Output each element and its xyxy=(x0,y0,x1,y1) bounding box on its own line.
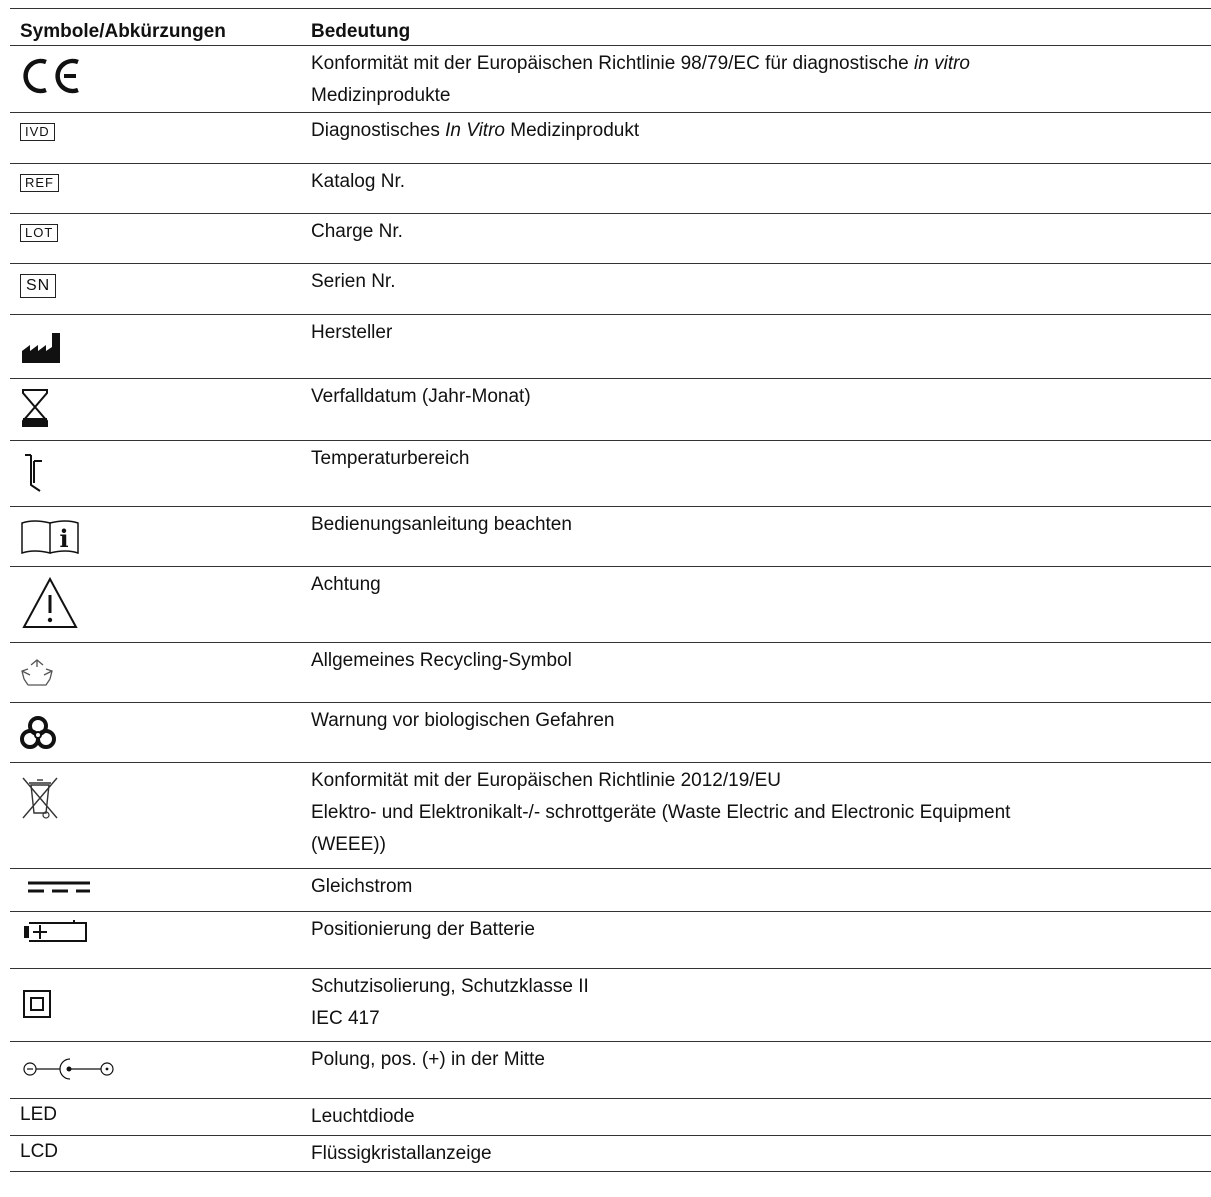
meaning-line: Konformität mit der Europäischen Richtlinie 98/79/EC für diagnostische in vitro xyxy=(311,53,970,74)
meaning-line: Allgemeines Recycling-Symbol xyxy=(311,650,572,671)
table-row xyxy=(10,869,1211,912)
table-header-row xyxy=(10,9,1211,46)
abbreviation-led: LED xyxy=(20,1104,57,1125)
meaning-line: Gleichstrom xyxy=(311,876,413,897)
meaning-line: Flüssigkristallanzeige xyxy=(311,1143,492,1164)
meaning-cell xyxy=(305,763,1211,869)
table-row xyxy=(10,1136,1211,1172)
ce-icon xyxy=(20,56,90,96)
sn-icon: SN xyxy=(20,274,56,298)
table-row xyxy=(10,969,1211,1042)
polarity-icon xyxy=(20,1054,130,1084)
table-row xyxy=(10,763,1211,869)
table-row xyxy=(10,1099,1211,1136)
manufacturer-icon xyxy=(20,327,64,367)
table-row xyxy=(10,1042,1211,1099)
symbol-cell xyxy=(10,46,305,113)
recycling-icon xyxy=(20,657,54,691)
meaning-line: Konformität mit der Europäischen Richtlinie 2012/19/EU xyxy=(311,770,781,791)
table-row xyxy=(10,507,1211,567)
meaning-cell xyxy=(305,969,1211,1042)
meaning-line: Polung, pos. (+) in der Mitte xyxy=(311,1049,545,1070)
instructions-icon xyxy=(20,519,82,555)
meaning-line: Temperaturbereich xyxy=(311,448,470,469)
meaning-line: Achtung xyxy=(311,574,381,595)
header-meaning: Bedeutung xyxy=(305,9,1211,46)
lot-icon: LOT xyxy=(20,224,58,242)
table-row xyxy=(10,315,1211,379)
table-row xyxy=(10,214,1211,264)
double-insulation-icon xyxy=(20,987,54,1021)
table-row xyxy=(10,379,1211,441)
temperature-icon xyxy=(20,451,50,495)
biohazard-icon xyxy=(20,715,56,751)
table-row xyxy=(10,703,1211,763)
meaning-line: Hersteller xyxy=(311,322,393,343)
weee-bin-icon xyxy=(20,775,60,821)
symbol-table-container xyxy=(10,8,1211,1172)
ref-icon: REF xyxy=(20,174,59,192)
table-row xyxy=(10,441,1211,507)
battery-icon xyxy=(20,920,90,944)
meaning-line: Positionierung der Batterie xyxy=(311,919,535,940)
abbreviation-lcd: LCD xyxy=(20,1141,59,1162)
symbol-table xyxy=(10,8,1211,1172)
table-row xyxy=(10,164,1211,214)
meaning-line: Schutzisolierung, Schutzklasse II xyxy=(311,976,589,997)
hourglass-icon xyxy=(20,387,50,429)
meaning-line: IEC 417 xyxy=(311,1008,380,1029)
header-symbols: Symbole/Abkürzungen xyxy=(10,9,305,46)
meaning-line: (WEEE)) xyxy=(311,834,386,855)
meaning-line: Serien Nr. xyxy=(311,271,396,292)
warning-icon xyxy=(20,575,80,631)
svg-text:i: i xyxy=(59,524,69,553)
table-row xyxy=(10,46,1211,113)
meaning-line: Bedienungsanleitung beachten xyxy=(311,514,572,535)
table-row xyxy=(10,264,1211,315)
table-row xyxy=(10,113,1211,164)
table-row xyxy=(10,912,1211,969)
meaning-line: Leuchtdiode xyxy=(311,1106,415,1127)
meaning-cell xyxy=(305,46,1211,113)
meaning-cell xyxy=(305,113,1211,164)
table-row xyxy=(10,567,1211,643)
meaning-line: Charge Nr. xyxy=(311,221,403,242)
meaning-line: Elektro- und Elektronikalt-/- schrottgeräte (Waste Electric and Electronic Equipment xyxy=(311,802,1011,823)
ivd-icon: IVD xyxy=(20,123,55,141)
meaning-line: Warnung vor biologischen Gefahren xyxy=(311,710,615,731)
meaning-line: Verfalldatum (Jahr-Monat) xyxy=(311,386,531,407)
direct-current-icon xyxy=(20,875,90,899)
meaning-line: Katalog Nr. xyxy=(311,171,405,192)
meaning-line: Diagnostisches In Vitro Medizinprodukt xyxy=(311,120,640,141)
table-row xyxy=(10,643,1211,703)
meaning-line: Medizinprodukte xyxy=(311,85,451,106)
